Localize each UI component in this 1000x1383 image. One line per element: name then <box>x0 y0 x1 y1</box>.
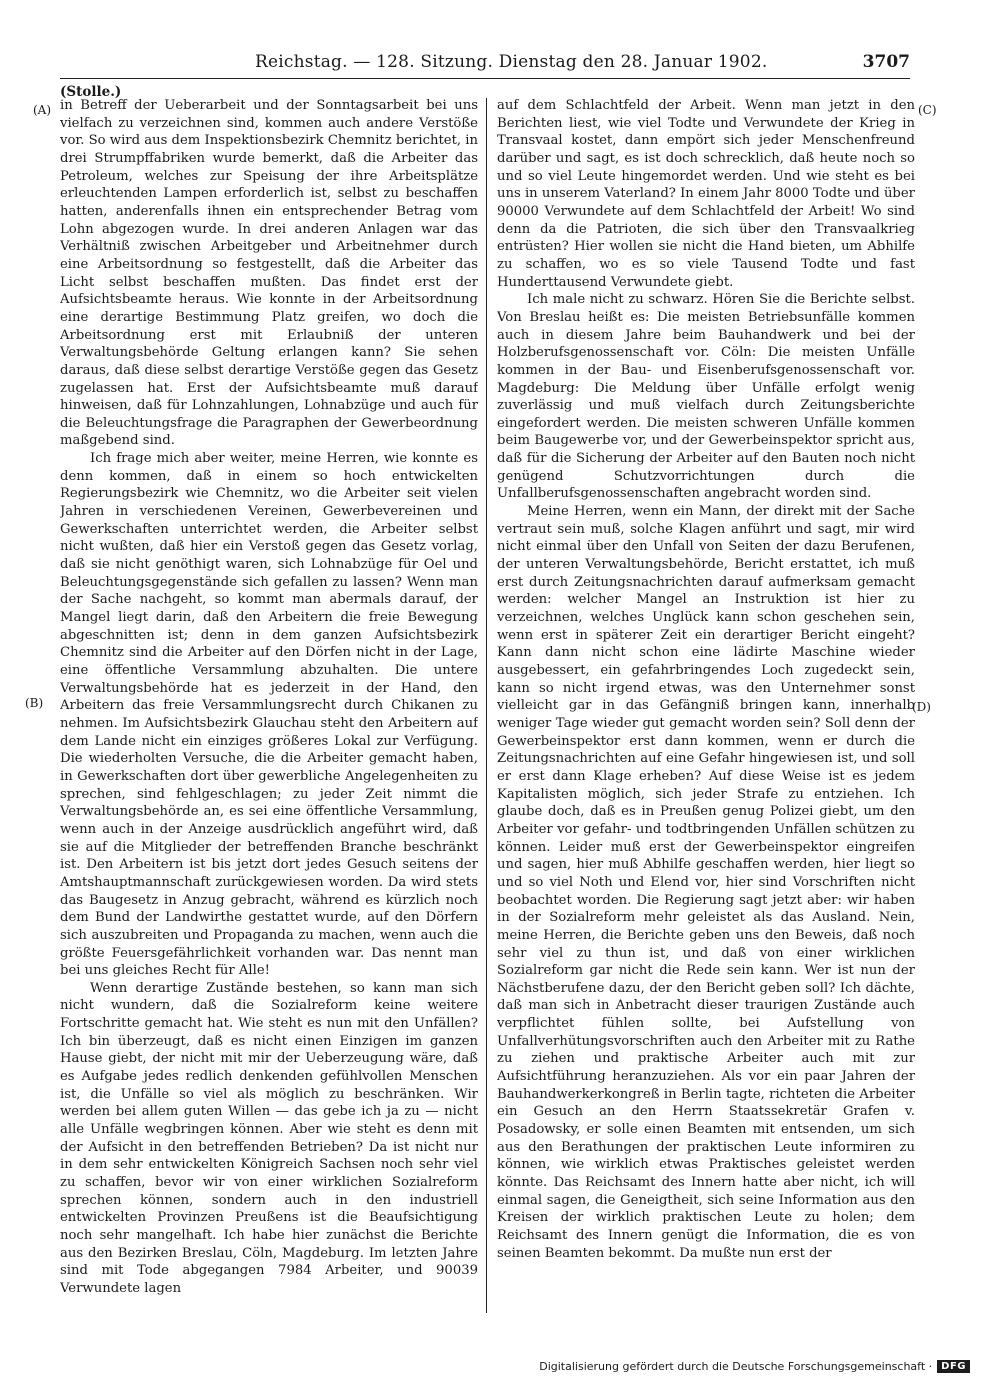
paragraph: Ich male nicht zu schwarz. Hören Sie die Berichte selbst. Von Breslau heißt es: Die meisten Betriebsunfälle kommen auch in diesem Jahre beim Bauhandwerk und bei der Holzberufsgenossenschaft vor. Cöln: Die meisten Unfälle kommen in der Bau- und Eisenberufsgenossenschaft vor. Magdeburg: Die Meldung über Unfälle erfolgt wenig zuverlässig und muß vielfach durch Zeitungsberichte eingefordert werden. Die meisten schweren Unfälle kommen beim Baugewerbe vor, und der Gewerbeinspektor spricht aus, daß für die Sicherung der Arbeiter auf den Bauten noch nicht genügend Schutzvorrichtungen durch die Unfallberufsgenossenschaften angebracht worden sind. <box>497 292 915 502</box>
footer <box>539 1360 970 1373</box>
right-column <box>497 97 915 1305</box>
dfg-logo-icon: DFG <box>937 1360 970 1373</box>
margin-marker-d: (D) <box>912 700 931 714</box>
paragraph: Wenn derartige Zustände bestehen, so kann man sich nicht wundern, daß die Sozialreform keine weitere Fortschritte gemacht hat. Wie steht es nun mit den Unfällen? Ich bin überzeugt, daß es nicht einen Einzigen im ganzen Hause giebt, der nicht mit mir der Ueberzeugung wäre, daß es Aufgabe jedes redlich denkenden gefühlvollen Menschen ist, die Unfälle so viel als möglich zu beschränken. Wir werden bei allem guten Willen — das gebe ich ja zu — nicht alle Unfälle wegbringen können. Aber wie steht es denn mit der Aufsicht in den betreffenden Betrieben? Da ist nicht nur in dem sehr entwickelten Königreich Sachsen noch sehr viel zu schaffen, bevor wir von einer wirklichen Sozialreform sprechen können, sondern auch in den industriell entwickelten Provinzen Preußens ist die Beaufsichtigung noch sehr mangelhaft. Ich habe hier zunächst die Berichte aus den Bezirken Breslau, Cöln, Magdeburg. Im letzten Jahre sind mit Tode abgegangen 7984 Arbeiter, und 90039 Verwundete lagen <box>60 980 478 1296</box>
margin-marker-c: (C) <box>918 103 937 117</box>
column-divider <box>486 98 487 1313</box>
paragraph: in Betreff der Ueberarbeit und der Sonntagsarbeit bei uns vielfach zu verzeichnen sind, kommen auch andere Verstöße vor. So wird aus dem Inspektionsbezirk Chemnitz berichtet, in drei Strumpffabriken wurde bemerkt, daß die Arbeiter das Petroleum, welches zur Speisung der ihre Arbeitsplätze erleuchtenden Lampen erforderlich ist, selbst zu beschaffen hatten, anderenfalls ihnen ein entsprechender Betrag vom Lohn abgezogen wurde. In drei anderen Anlagen war das Verhältniß zwischen Arbeitgeber und Arbeitnehmer durch eine Arbeitsordnung so festgestellt, daß die Arbeiter das Licht selbst beschaffen mußten. Das findet erst der Aufsichtsbeamte heraus. Wie konnte in der Arbeitsordnung eine derartige Bestimmung Platz greifen, wo doch die Arbeitsordnung erst mit Erlaubniß der unteren Verwaltungsbehörde Geltung erlangen kann? Sie sehen daraus, daß diese selbst derartige Verstöße gegen das Gesetz zugelassen hat. Erst der Aufsichtsbeamte muß darauf hinweisen, daß für Lohnzahlungen, Lohnabzüge und auch für die Beleuchtungsfrage die Paragraphen der Gewerbeordnung maßgebend sind. <box>60 98 478 449</box>
paragraph: Ich frage mich aber weiter, meine Herren, wie konnte es denn kommen, daß in einem so hoch entwickelten Regierungsbezirk wie Chemnitz, wo die Arbeiter seit vielen Jahren in verschiedenen Vereinen, Gewerbevereinen und Gewerkschaften unterrichtet werden, die Arbeiter selbst nicht wußten, daß hier ein Verstoß gegen das Gesetz vorlag, daß sie nicht genöthigt waren, sich Lohnabzüge für Oel und Beleuchtungsgegenstände sich gefallen zu lassen? Wenn man der Sache nachgeht, so kommt man abermals darauf, der Mangel liegt darin, daß den Arbeitern die freie Bewegung abgeschnitten ist; denn in dem ganzen Aufsichtsbezirk Chemnitz sind die Arbeiter auf den Dörfen nicht in der Lage, eine öffentliche Versammlung abzuhalten. Die untere Verwaltungsbehörde hat es jederzeit in der Hand, den Arbeitern das freie Versammlungsrecht durch Chikanen zu nehmen. Im Aufsichtsbezirk Glauchau steht den Arbeitern auf dem Lande nicht ein einziges größeres Lokal zur Verfügung. Die wiederholten Versuche, die die Arbeiter gemacht haben, in Gewerkschaften dort über gewerbliche Angelegenheiten zu sprechen, sind fehlgeschlagen; zu jeder Zeit nimmt die Verwaltungsbehörde an, es sei eine öffentliche Versammlung, wenn auch in der Anzeige ausdrücklich angeführt wird, daß sie auf die Mitglieder der betreffenden Branche beschränkt ist. Den Arbeitern ist bis jetzt dort jedes Gesuch seitens der Amtshauptmannschaft zurückgewiesen worden. Da wird stets das Baugesetz in Anzug gebracht, während es kürzlich noch dem Bund der Landwirthe gestattet wurde, auf den Dörfern sich auszubreiten und Propaganda zu machen, wenn auch die größte Feuersgefährlichkeit vorhanden war. Das nennt man bei uns gleiches Recht für Alle! <box>60 451 478 979</box>
paragraph: auf dem Schlachtfeld der Arbeit. Wenn man jetzt in den Berichten liest, wie viel Todte und Verwundete der Krieg in Transvaal kostet, dann empört sich jeder Menschenfreund darüber und sagt, es ist doch schrecklich, daß heute noch so und so viel Leute hingemordet werden. Und wie steht es bei uns in unserem Vaterland? In einem Jahr 8000 Todte und über 90000 Verwundete auf dem Schlachtfeld der Arbeit! Wo sind denn da die Patrioten, die sich über den Transvaalkrieg entrüsten? Hier wollen sie nicht die Hand bieten, um Abhilfe zu schaffen, wo es so viele Tausend Todte und fast Hunderttausend Verwundete giebt. <box>497 98 915 290</box>
footer-text: Digitalisierung gefördert durch die Deutsche Forschungsgemeinschaft · <box>539 1360 933 1373</box>
page-number: 3707 <box>862 52 910 72</box>
running-title: Reichstag. — 128. Sitzung. Dienstag den 28. Januar 1902. <box>255 52 768 72</box>
margin-marker-a: (A) <box>33 103 52 117</box>
margin-marker-b: (B) <box>25 696 44 710</box>
speaker-label: (Stolle.) <box>60 84 122 100</box>
paragraph: Meine Herren, wenn ein Mann, der direkt mit der Sache vertraut sein muß, solche Klagen anführt und sagt, mir wird nicht einmal über den Unfall von Seiten der dazu Berufenen, der unteren Verwaltungsbehörde, Bericht erstattet, ich muß erst durch Zeitungsnachrichten darauf aufmerksam gemacht werden: welcher Mangel an Instruktion ist hier zu verzeichnen, welches Unglück kann schon geschehen sein, wenn erst in späterer Zeit ein derartiger Bericht eingeht? Kann dann nicht schon eine lädirte Maschine wieder ausgebessert, ein gefahrbringendes Loch zugedeckt sein, kann so nicht irgend etwas, was den Unternehmer sonst vielleicht gar in das Gefängniß bringen kann, innerhalb weniger Tage wieder gut gemacht worden sein? Soll denn der Gewerbeinspektor erst dann kommen, wenn er durch die Zeitungsnachrichten auf eine Gefahr hingewiesen ist, und soll er erst dann Klage erheben? Auf diese Weise ist es jedem Kapitalisten möglich, sich jeder Strafe zu entziehen. Ich glaube doch, daß es in Preußen genug Polizei giebt, um den Arbeiter vor gefahr- und todtbringenden Unfällen schützen zu können. Leider muß erst der Gewerbeinspektor eingreifen und sagen, hier muß Abhilfe geschaffen werden, hier liegt so und so viel Noth und Elend vor, hier sind Vorschriften nicht beobachtet worden. Die Regierung sagt jetzt aber: wir haben in der Sozialreform mehr geleistet als das Ausland. Nein, meine Herren, die Berichte geben uns den Beweis, daß noch sehr viel zu thun ist, und daß von einer wirklichen Sozialreform gar nicht die Rede sein kann. Wer ist nun der Nächstberufene dazu, der den Bericht geben soll? Ich dächte, daß man sich in Anbetracht dieser traurigen Zustände auch verpflichtet fühlen sollte, bei Aufstellung von Unfallverhütungsvorschriften auch den Arbeiter mit zu Rathe zu ziehen und praktische Arbeiter auch mit zur Aufsichtführung heranzuziehen. Als vor ein paar Jahren der Bauhandwerkerkongreß in Berlin tagte, richteten die Arbeiter ein Gesuch an den Herrn Staatssekretär Grafen v. Posadowsky, er solle einen Beamten mit entsenden, um sich aus den Berathungen der praktischen Leute informiren zu können, wie wirklich etwas Praktisches geleistet werden könnte. Das Reichsamt des Innern hatte aber nicht, ich will einmal sagen, die Geneigtheit, sich seine Information aus den Kreisen der wirklich praktischen Leute zu holen; dem Reichsamt des Innern genügt die Information, die es von seinen Beamten bekommt. Da mußte nun erst der <box>497 504 915 1261</box>
page-header <box>60 50 910 79</box>
left-column <box>60 97 478 1305</box>
